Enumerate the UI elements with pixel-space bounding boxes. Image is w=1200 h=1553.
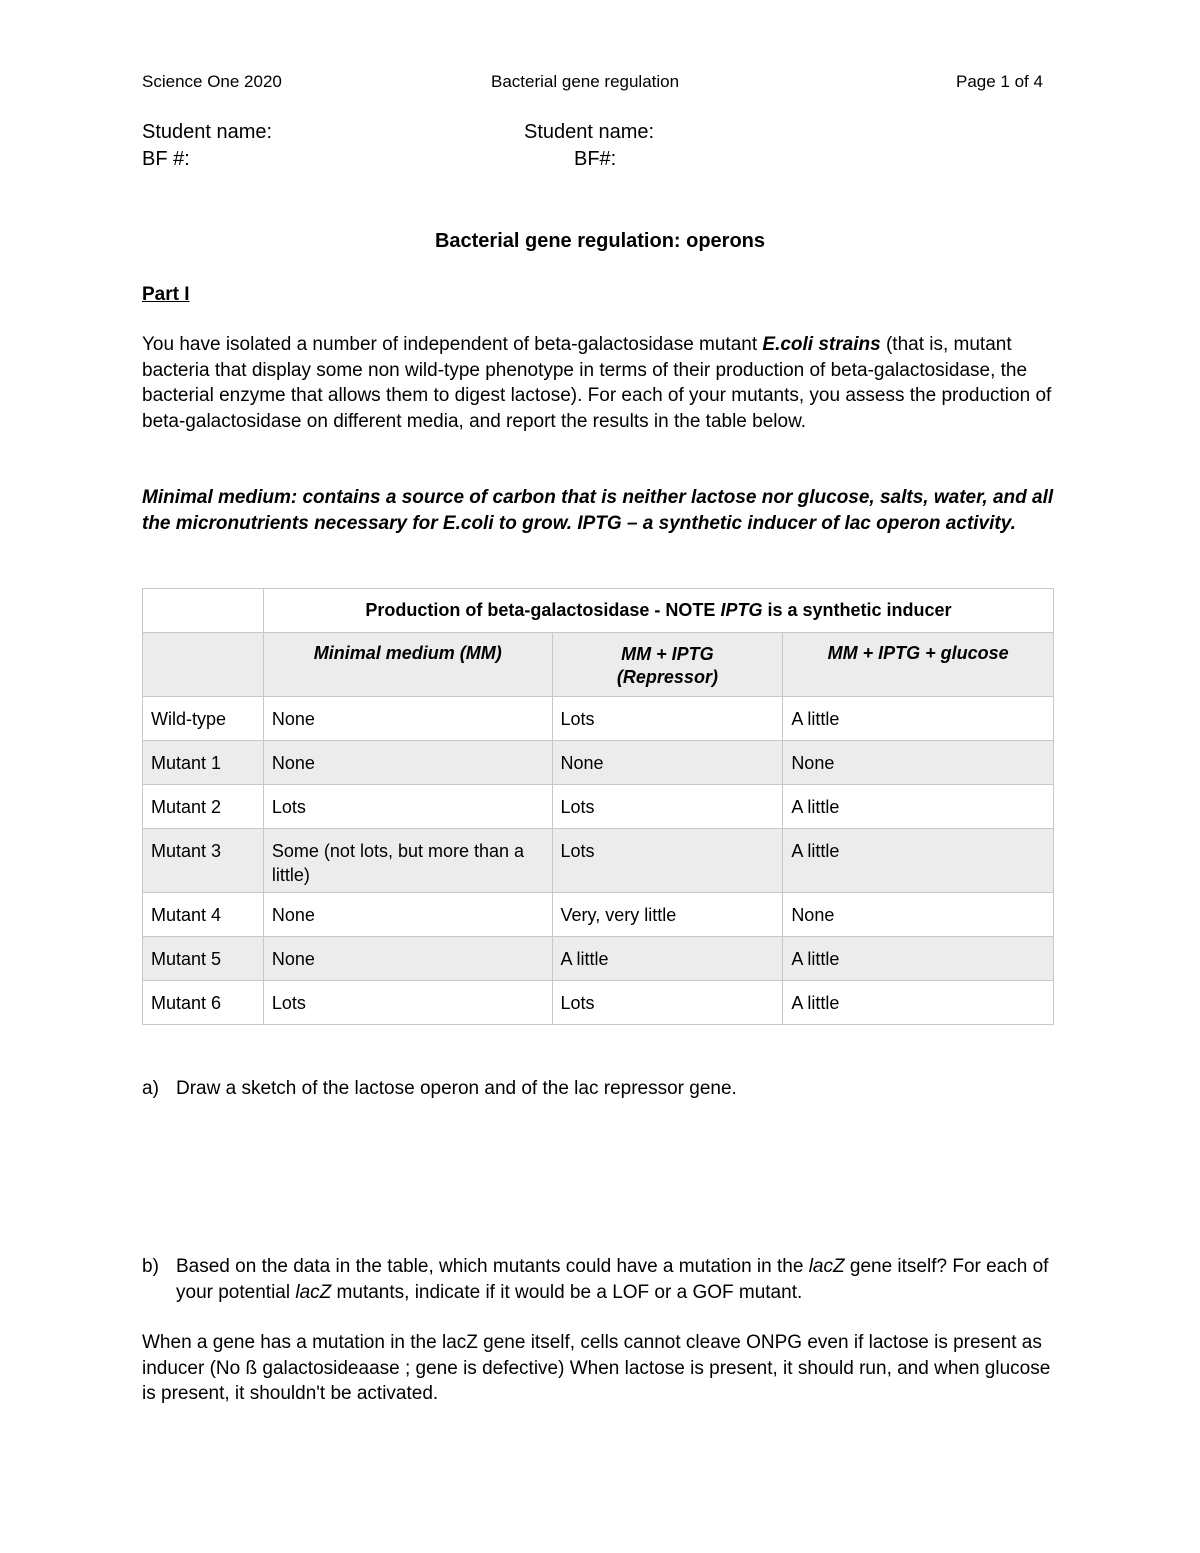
question-b-text (176, 1254, 1066, 1305)
mm-iptg-cell: Lots (552, 829, 783, 893)
top-header-text-2: is a synthetic inducer (762, 600, 952, 620)
mm-iptg-cell: Lots (552, 981, 783, 1025)
student-name-label-2: Student name: (524, 121, 655, 143)
minimal-medium-cell: None (263, 893, 552, 937)
part-heading: Part I (142, 284, 190, 305)
mm-iptg-glucose-cell: A little (783, 697, 1054, 741)
mm-iptg-glucose-cell: A little (783, 981, 1054, 1025)
column-header-minimal-medium: Minimal medium (MM) (263, 633, 552, 697)
table-top-header (263, 589, 1053, 633)
question-a (142, 1076, 1072, 1102)
mm-iptg-glucose-cell: A little (783, 829, 1054, 893)
table-row (143, 981, 1054, 1025)
intro-ecoli-strains: E.coli strains (762, 334, 881, 355)
top-header-text-1: Production of beta-galactosidase - NOTE (365, 600, 721, 620)
mm-iptg-cell: Lots (552, 785, 783, 829)
strain-cell: Mutant 2 (143, 785, 264, 829)
table-row (143, 741, 1054, 785)
answer-b: When a gene has a mutation in the lacZ gene itself, cells cannot cleave ONPG even if lactose is present as inducer (No ß galactosideaase ; gene is defective) When lactose is present, it should run, and when glucose is present, it shouldn't be activated. (142, 1332, 1051, 1404)
document-title: Bacterial gene regulation: operons (434, 230, 766, 252)
bf-label-2: BF#: (574, 148, 617, 170)
mm-iptg-glucose-cell: A little (783, 937, 1054, 981)
table-column-header-row (143, 633, 1054, 697)
intro-text-2: (that is, mutant bacteria that display some non wild-type phenotype in terms of their production of beta-galactosidase, the bacterial enzyme that allows them to digest lactose). For each of your mutants, you assess the production of beta-galactosidase on different media, and report the results in the table below. (142, 334, 1052, 432)
qb-lacz-1: lacZ (808, 1256, 845, 1277)
minimal-medium-cell: None (263, 697, 552, 741)
minimal-medium-cell: None (263, 937, 552, 981)
minimal-medium-cell: Some (not lots, but more than a little) (263, 829, 552, 893)
header-page-number: Page 1 of 4 (956, 72, 1043, 91)
strain-cell: Mutant 3 (143, 829, 264, 893)
table-corner-cell (143, 589, 264, 633)
table-row (143, 697, 1054, 741)
question-a-text: Draw a sketch of the lactose operon and of the lac repressor gene. (176, 1078, 737, 1099)
table-row (143, 829, 1054, 893)
strain-cell: Mutant 5 (143, 937, 264, 981)
minimal-medium-cell: None (263, 741, 552, 785)
table-row (143, 785, 1054, 829)
strain-cell: Mutant 1 (143, 741, 264, 785)
column-header-mm-iptg-glucose: MM + IPTG + glucose (783, 633, 1054, 697)
mm-iptg-glucose-cell: None (783, 741, 1054, 785)
question-b-label: b) (142, 1256, 159, 1277)
minimal-medium-cell: Lots (263, 981, 552, 1025)
strain-cell: Mutant 6 (143, 981, 264, 1025)
strain-cell: Mutant 4 (143, 893, 264, 937)
medium-note: Minimal medium: contains a source of carbon that is neither lactose nor glucose, salts, water, and all the micronutrients necessary for E.coli to grow. IPTG – a synthetic inducer of lac operon activity. (142, 487, 1054, 534)
mm-iptg-cell: Lots (552, 697, 783, 741)
qb-lacz-2: lacZ (295, 1281, 332, 1303)
table-row (143, 937, 1054, 981)
question-b (142, 1254, 1072, 1306)
top-header-iptg: IPTG (720, 600, 763, 620)
header-topic: Bacterial gene regulation (491, 72, 680, 91)
mm-iptg-glucose-cell: None (783, 893, 1054, 937)
table-row (143, 893, 1054, 937)
intro-paragraph (142, 332, 1057, 434)
mutant-data-table (142, 588, 1054, 1025)
header-course: Science One 2020 (142, 72, 282, 91)
qb-text-3: mutants, indicate if it would be a LOF or a GOF mutant. (331, 1281, 803, 1303)
column-header-mm-iptg (552, 633, 783, 697)
mm-iptg-cell: None (552, 741, 783, 785)
minimal-medium-cell: Lots (263, 785, 552, 829)
mm-iptg-glucose-cell: A little (783, 785, 1054, 829)
student-name-label-1: Student name: (142, 121, 273, 143)
col2-line1: MM + IPTG (621, 644, 714, 664)
col2-line2: (Repressor) (616, 667, 718, 687)
mm-iptg-cell: Very, very little (552, 893, 783, 937)
table-top-header-row (143, 589, 1054, 633)
bf-label-1: BF #: (142, 148, 190, 170)
intro-text-1: You have isolated a number of independent of beta-galactosidase mutant (142, 334, 763, 355)
strain-cell: Wild-type (143, 697, 264, 741)
qb-text-1: Based on the data in the table, which mutants could have a mutation in the (176, 1256, 809, 1277)
table-strain-header-cell (143, 633, 264, 697)
qb-text-2: gene itself? For each of your potential (176, 1256, 1049, 1303)
question-a-label: a) (142, 1078, 159, 1099)
mm-iptg-cell: A little (552, 937, 783, 981)
